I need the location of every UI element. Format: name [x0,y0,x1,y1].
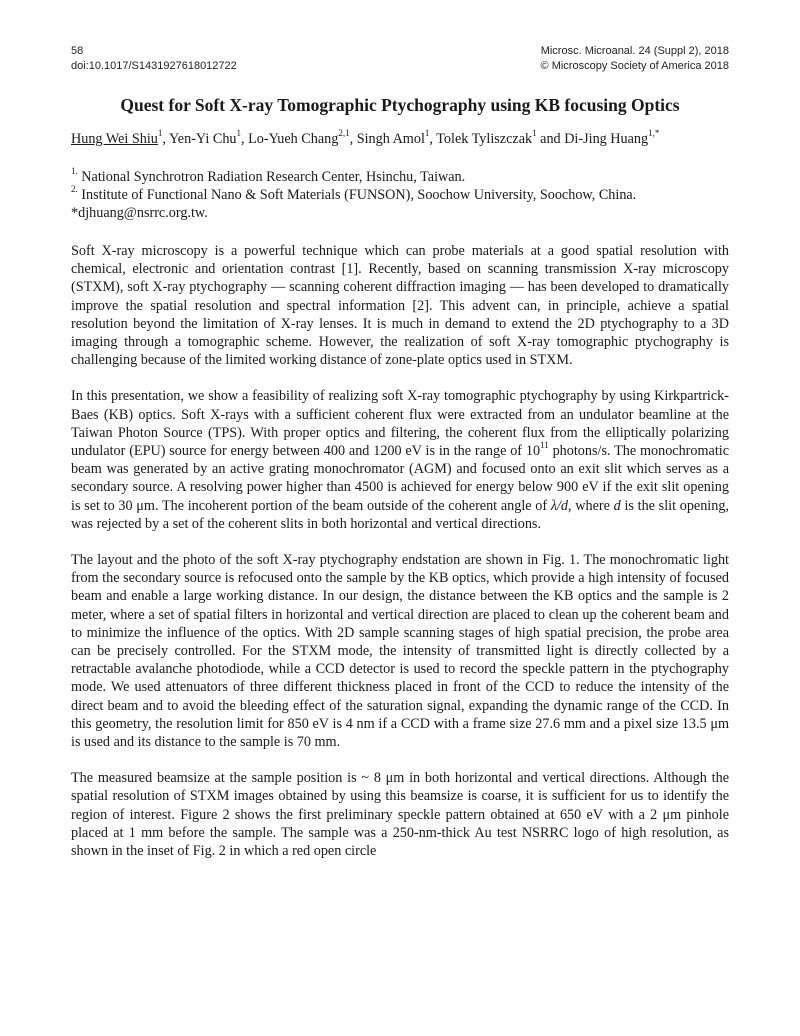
page-header [71,44,729,74]
author-name: Yen-Yi Chu [168,131,237,147]
exponent: 11 [540,440,549,451]
author-separator: , [349,131,357,147]
affiliation-mark: 1. [71,166,78,177]
affiliations [71,168,729,222]
author-name: Di-Jing Huang [564,131,649,147]
affiliation-item [71,186,729,204]
journal-citation: Microsc. Microanal. 24 (Suppl 2), 2018 [540,45,729,57]
paragraph-text: , where [568,497,614,514]
math-lambda-over-d: λ/d [550,497,568,514]
author-affiliation-mark: 2,1 [338,128,350,139]
paragraph-text: is the slit opening, was rejected by a set of the coherent slits in both horizontal and vertical directions. [71,497,729,532]
author-name: Tolek Tyliszczak [436,131,533,147]
corresponding-email: *djhuang@nsrrc.org.tw. [71,205,208,221]
affiliation-mark: 2. [71,184,78,195]
header-right [541,44,729,74]
paper-title: Quest for Soft X-ray Tomographic Ptychography using KB focusing Optics [120,95,680,115]
body-paragraph-3: The layout and the photo of the soft X-ray ptychography endstation are shown in Fig. 1. The monochromatic light from the secondary source is refocused onto the sample by the KB optics, which provide a high intensity of focused beam and enable a large working distance. In our design, the distance between the KB optics and the sample is 2 meter, where a set of spatial filters in horizontal and vertical direction are placed to clean up the coherent beam and to minimize the influence of the optics. With 2D sample scanning stages of high spatial precision, the probe area can be precisely controlled. For the STXM mode, the intensity of transmitted light is directly collected by a retractable avalanche photodiode, while a CCD detector is used to record the speckle pattern in the ptychography mode. We used attenuators of three different thickness placed in front of the CCD to reduce the intensity of the direct beam and to avoid the bleeding effect of the saturation signal, expanding the dynamic range of the CCD. In this geometry, the resolution limit for 850 eV is 4 nm if a CCD with a frame size 27.6 mm and a pixel size 13.5 μm is used and its distance to the sample is 70 mm. [71,552,729,751]
affiliation-text: Institute of Functional Nano & Soft Materials (FUNSON), Soochow University, Soochow, China. [77,187,637,203]
math-d: d [613,497,621,514]
author-separator: , [162,131,169,147]
author-name: Singh Amol [356,131,425,147]
body-paragraph-4: The measured beamsize at the sample position is ~ 8 μm in both horizontal and vertical directions. Although the spatial resolution of STXM images obtained by using this beamsize is coarse, it is sufficient for us to identify the region of interest. Figure 2 shows the first preliminary speckle pattern obtained at 650 eV with a 2 μm pinhole placed at 1 mm before the sample. The sample was a 250-nm-thick Au test NSRRC logo of high resolution, as shown in the inset of Fig. 2 in which a red open circle [71,770,729,860]
paragraph-text: photons/s. The monochromatic beam was generated by an active grating monochromator (AGM) and focused onto an exit slit which serves as a secondary source. A resolving power higher than 4500 is achieved for energy below 900 eV if the exit slit opening is set to 30 μm. The incoherent portion of the beam outside of the coherent angle of [71,443,730,514]
author-affiliation-mark: 1 [424,128,430,139]
doi: doi:10.1017/S1431927618012722 [71,60,237,72]
author-affiliation-mark: 1 [532,128,537,139]
affiliation-text: National Synchrotron Radiation Research Center, Hsinchu, Taiwan. [77,169,466,185]
copyright: © Microscopy Society of America 2018 [540,60,729,72]
author-affiliation-mark: 1,* [648,128,660,139]
page-number: 58 [71,45,84,57]
body-paragraph-2 [71,387,729,533]
body-paragraph-1: Soft X-ray microscopy is a powerful technique which can probe materials at a good spatial resolution with chemical, electronic and orientation contrast [1]. Recently, based on scanning transmission X-ray microscopy (STXM), soft X-ray ptychography — scanning coherent diffraction imaging — has been developed to dramatically improve the spatial resolution and spectral information [2]. This advent can, in principle, achieve a spatial resolution beyond the limitation of X-ray lenses. It is much in demand to extend the 2D ptychography to a 3D imaging through a tomographic scheme. However, the realization of soft X-ray tomographic ptychography is challenging because of the limited working distance of zone-plate optics used in STXM. [71,243,729,369]
author-list [71,130,729,148]
author-affiliation-mark: 1 [157,128,163,139]
author-separator: and [536,131,565,147]
paragraph-text: In this presentation, we show a feasibility of realizing soft X-ray tomographic ptychography by using Kirkpartrick-Baes (KB) optics. Soft X-rays with a sufficient coherent flux were extracted from an undulator beamline at the Taiwan Photon Source (TPS). With proper optics and filtering, the coherent flux from the elliptically polarizing undulator (EPU) source for energy between 400 and 1200 eV is in the range of 10 [71,388,729,460]
author-separator: , [429,131,437,147]
author-affiliation-mark: 1 [236,128,242,139]
affiliation-item [71,168,729,186]
header-left [71,44,237,74]
author-name: Lo-Yueh Chang [248,131,339,147]
author-name: Hung Wei Shiu [71,131,158,147]
paper-page [71,44,729,874]
author-separator: , [241,131,249,147]
